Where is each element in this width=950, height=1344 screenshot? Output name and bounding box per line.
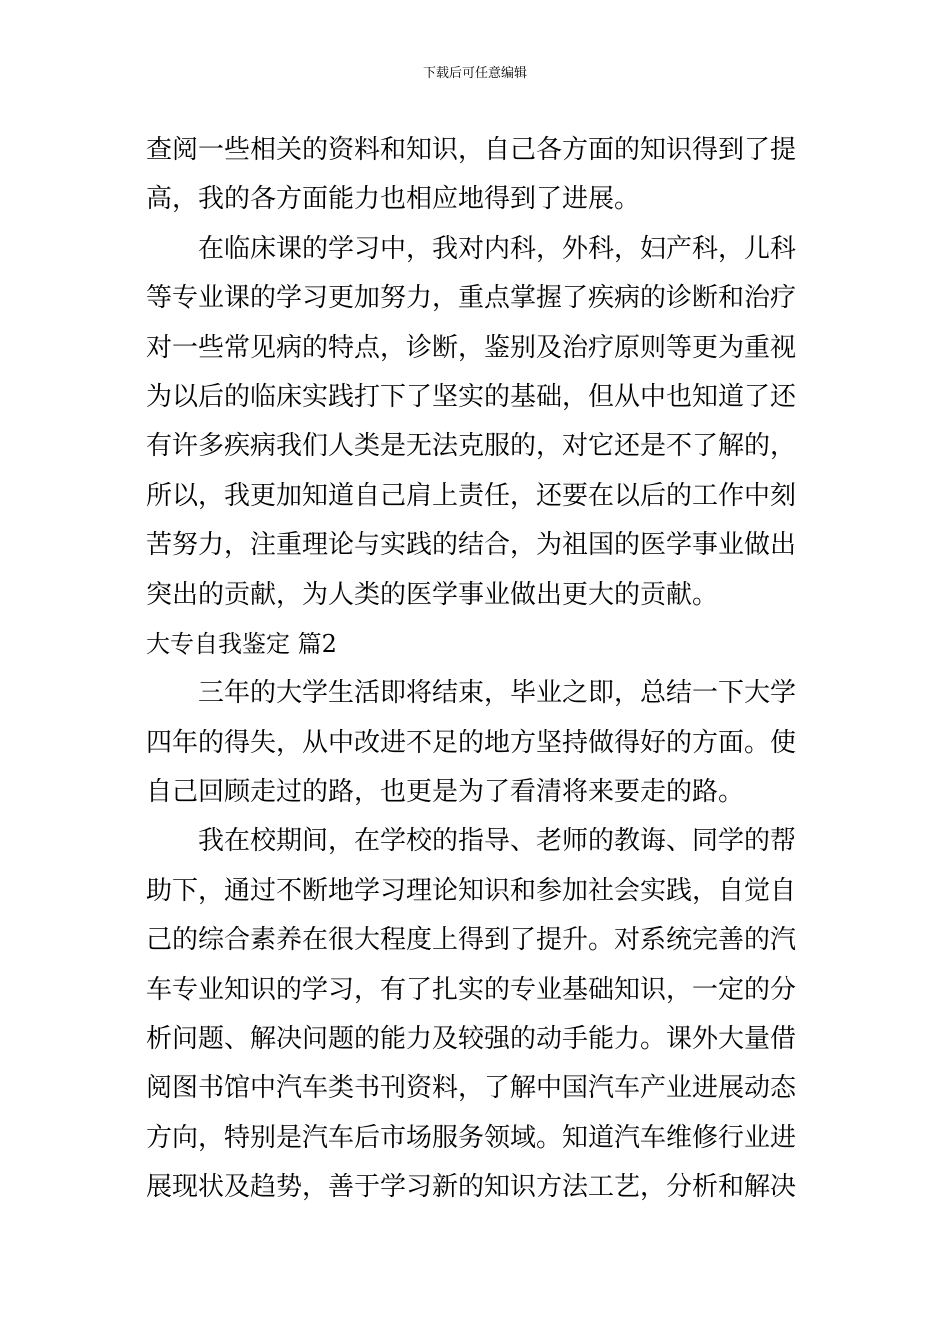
- text-line: 突出的贡献，为人类的医学事业做出更大的贡献。: [146, 579, 719, 610]
- body-text: [146, 126, 808, 1213]
- header-note: 下载后可任意编辑: [422, 66, 527, 81]
- text-line: 四年的得失，从中改进不足的地方坚持做得好的方面。使: [146, 727, 797, 758]
- text-line: 所以，我更加知道自己肩上责任，还要在以后的工作中刻: [146, 480, 797, 511]
- text-line: 析问题、解决问题的能力及较强的动手能力。课外大量借: [146, 1024, 797, 1055]
- text-line: 助下，通过不断地学习理论知识和参加社会实践，自觉自: [146, 875, 797, 906]
- text-line: 方向，特别是汽车后市场服务领域。知道汽车维修行业进: [146, 1122, 797, 1153]
- section-heading: 大专自我鉴定 篇2: [146, 629, 337, 658]
- text-line: 己的综合素养在很大程度上得到了提升。对系统完善的汽: [146, 925, 797, 956]
- text-line: 在临床课的学习中，我对内科，外科，妇产科，儿科: [198, 233, 797, 264]
- text-line: 三年的大学生活即将结束，毕业之即，总结一下大学: [198, 678, 797, 709]
- text-line: 自己回顾走过的路，也更是为了看清将来要走的路。: [146, 777, 745, 808]
- text-line: 查阅一些相关的资料和知识，自己各方面的知识得到了提: [146, 135, 797, 165]
- text-line: 苦努力，注重理论与实践的结合，为祖国的医学事业做出: [146, 530, 797, 561]
- text-line: 我在校期间，在学校的指导、老师的教诲、同学的帮: [198, 826, 797, 857]
- text-line: 为以后的临床实践打下了坚实的基础，但从中也知道了还: [146, 381, 797, 412]
- text-line: 对一些常见病的特点，诊断，鉴别及治疗原则等更为重视: [146, 332, 797, 363]
- text-line: 阅图书馆中汽车类书刊资料，了解中国汽车产业进展动态: [146, 1073, 797, 1104]
- text-line: 展现状及趋势，善于学习新的知识方法工艺，分析和解决: [146, 1172, 797, 1203]
- text-line: 等专业课的学习更加努力，重点掌握了疾病的诊断和治疗: [146, 283, 797, 314]
- text-line: 车专业知识的学习，有了扎实的专业基础知识，一定的分: [146, 974, 797, 1005]
- text-line: 有许多疾病我们人类是无法克服的，对它还是不了解的，: [146, 431, 797, 462]
- text-line: 高，我的各方面能力也相应地得到了进展。: [146, 184, 641, 215]
